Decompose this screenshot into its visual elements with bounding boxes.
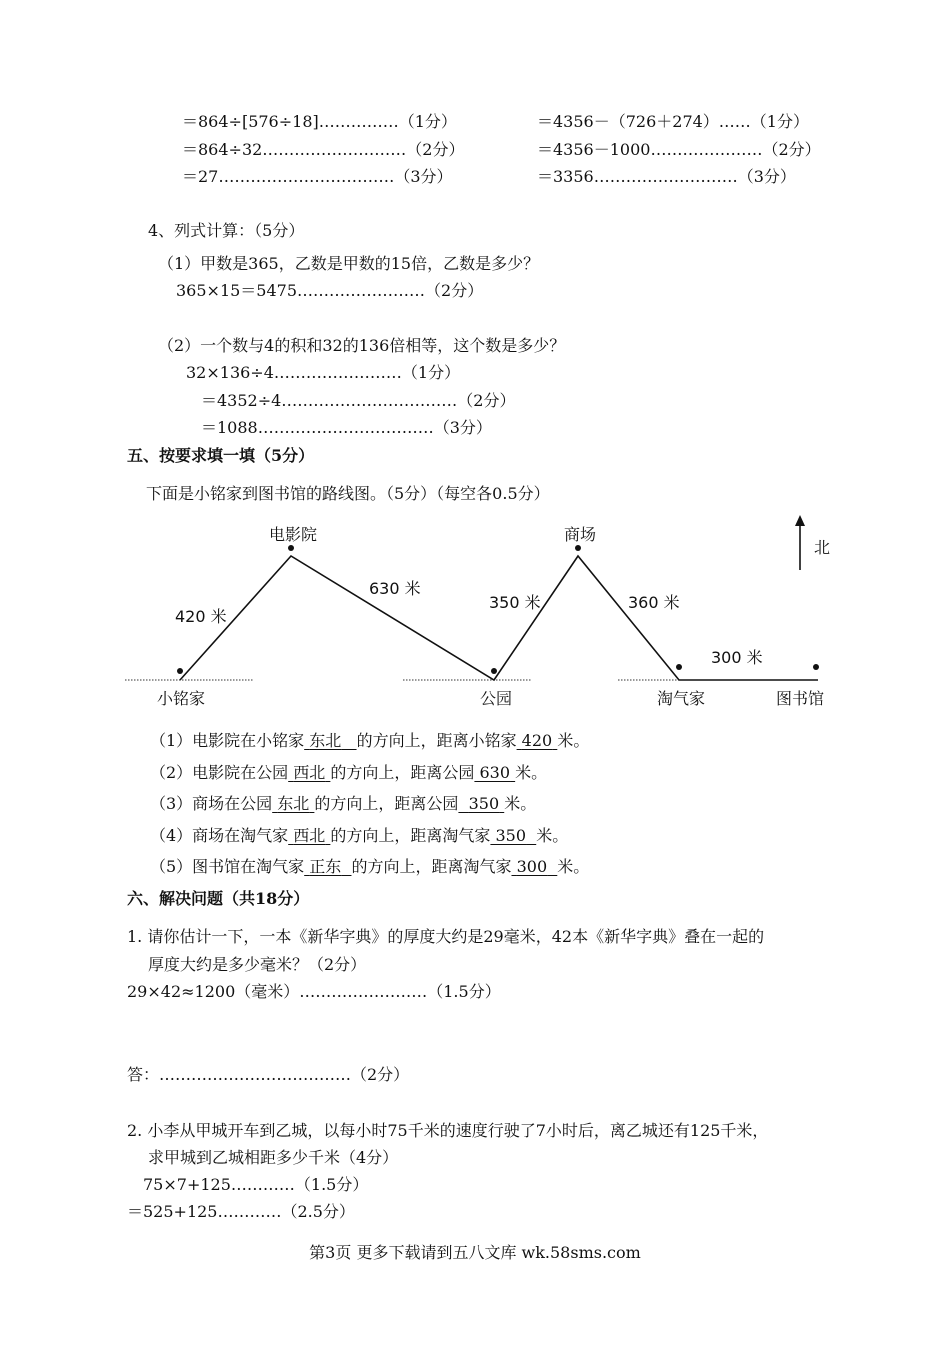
section6-title: 六、解决问题（共18分）	[127, 889, 310, 908]
fill-distance: 420	[521, 731, 553, 750]
q4-p2-line-1: 32×136÷4……………………（1分）	[186, 363, 461, 382]
fill-distance: 350	[495, 826, 527, 845]
problem1-line1: 1. 请你估计一下，一本《新华字典》的厚度大约是29毫米，42本《新华字典》叠在一起的	[127, 927, 765, 946]
problem2-calc1: 75×7+125…………（1.5分）	[143, 1175, 369, 1194]
calc-right-1: ＝4356－（726＋274）……（1分）	[537, 112, 809, 131]
fill-item-1	[150, 731, 589, 750]
fill-item-text: （1）电影院在小铭家	[150, 731, 305, 750]
calc-left-1: ＝864÷[576÷18]……………（1分）	[182, 112, 457, 131]
fill-item-text: 米。	[557, 857, 590, 876]
fill-item-text: （4）商场在淘气家	[150, 826, 289, 845]
problem2-line2: 求甲城到乙城相距多少千米（4分）	[148, 1148, 399, 1167]
problem2-calc2: ＝525+125…………（2.5分）	[127, 1202, 355, 1221]
fill-item-text: 的方向上，距离淘气家	[330, 826, 491, 845]
q4-p1-answer: 365×15＝5475……………………（2分）	[176, 281, 484, 300]
page-footer: 第3页 更多下载请到五八文库 wk.58sms.com	[309, 1243, 641, 1262]
fill-item-5	[150, 857, 589, 876]
section5-title: 五、按要求填一填（5分）	[127, 446, 315, 465]
fill-item-text: （2）电影院在公园	[150, 763, 289, 782]
fill-item-text: 米。	[504, 794, 537, 813]
label-dist-630: 630 米	[369, 579, 421, 598]
fill-item-text: 的方向上，距离公园	[330, 763, 475, 782]
label-dist-360: 360 米	[628, 593, 680, 612]
q4-p2-question: （2）一个数与4的积和32的136倍相等，这个数是多少？	[158, 336, 566, 355]
fill-item-text: 的方向上，距离公园	[314, 794, 459, 813]
fill-direction: 东北	[277, 794, 310, 813]
q4-heading: 4、列式计算：（5分）	[148, 221, 305, 240]
label-north: 北	[814, 538, 831, 557]
fill-item-3	[150, 794, 536, 813]
label-home: 小铭家	[157, 689, 206, 708]
calc-right-3: ＝3356………………………（3分）	[537, 167, 796, 186]
north-arrow-icon	[795, 515, 805, 526]
point-mall	[575, 545, 581, 551]
fill-item-text: 的方向上，距离淘气家	[351, 857, 512, 876]
fill-item-text: （3）商场在公园	[150, 794, 273, 813]
fill-direction: 正东	[309, 857, 342, 876]
calc-left-3: ＝27……………………………（3分）	[182, 167, 453, 186]
fill-item-text: 米。	[557, 731, 590, 750]
fill-item-text: 米。	[536, 826, 569, 845]
point-library	[813, 664, 819, 670]
fill-item-2	[150, 763, 547, 782]
label-dist-300: 300 米	[711, 648, 763, 667]
point-cinema	[288, 545, 294, 551]
calc-right-2: ＝4356－1000…………………（2分）	[537, 140, 821, 159]
q4-p1-question: （1）甲数是365，乙数是甲数的15倍，乙数是多少？	[158, 254, 540, 273]
problem1-answer: 答：………………………………（2分）	[127, 1065, 410, 1084]
q4-p2-line-3: ＝1088……………………………（3分）	[201, 418, 492, 437]
label-naughty: 淘气家	[657, 689, 706, 708]
q4-p2-line-2: ＝4352÷4……………………………（2分）	[201, 391, 516, 410]
fill-distance: 300	[516, 857, 548, 876]
point-park	[491, 668, 497, 674]
label-cinema: 电影院	[269, 525, 318, 544]
fill-distance: 350	[468, 794, 500, 813]
label-dist-420: 420 米	[175, 607, 227, 626]
label-park: 公园	[480, 689, 513, 708]
fill-direction: 西北	[293, 826, 326, 845]
calc-left-2: ＝864÷32………………………（2分）	[182, 140, 465, 159]
fill-distance: 630	[479, 763, 511, 782]
problem2-line1: 2. 小李从甲城开车到乙城，以每小时75千米的速度行驶了7小时后，离乙城还有125千米，	[127, 1121, 769, 1140]
point-home	[177, 668, 183, 674]
fill-item-text: 米。	[515, 763, 548, 782]
fill-item-text: 的方向上，距离小铭家	[356, 731, 517, 750]
point-naughty	[676, 664, 682, 670]
fill-direction: 东北	[309, 731, 342, 750]
fill-item-4	[150, 826, 568, 845]
fill-direction: 西北	[293, 763, 326, 782]
section5-intro: 下面是小铭家到图书馆的路线图。（5分）（每空各0.5分）	[146, 484, 550, 503]
label-library: 图书馆	[776, 689, 825, 708]
problem1-calc: 29×42≈1200（毫米）……………………（1.5分）	[127, 982, 501, 1001]
problem1-line2: 厚度大约是多少毫米？（2分）	[148, 955, 367, 974]
fill-item-text: （5）图书馆在淘气家	[150, 857, 305, 876]
label-dist-350: 350 米	[489, 593, 541, 612]
label-mall: 商场	[564, 525, 597, 544]
